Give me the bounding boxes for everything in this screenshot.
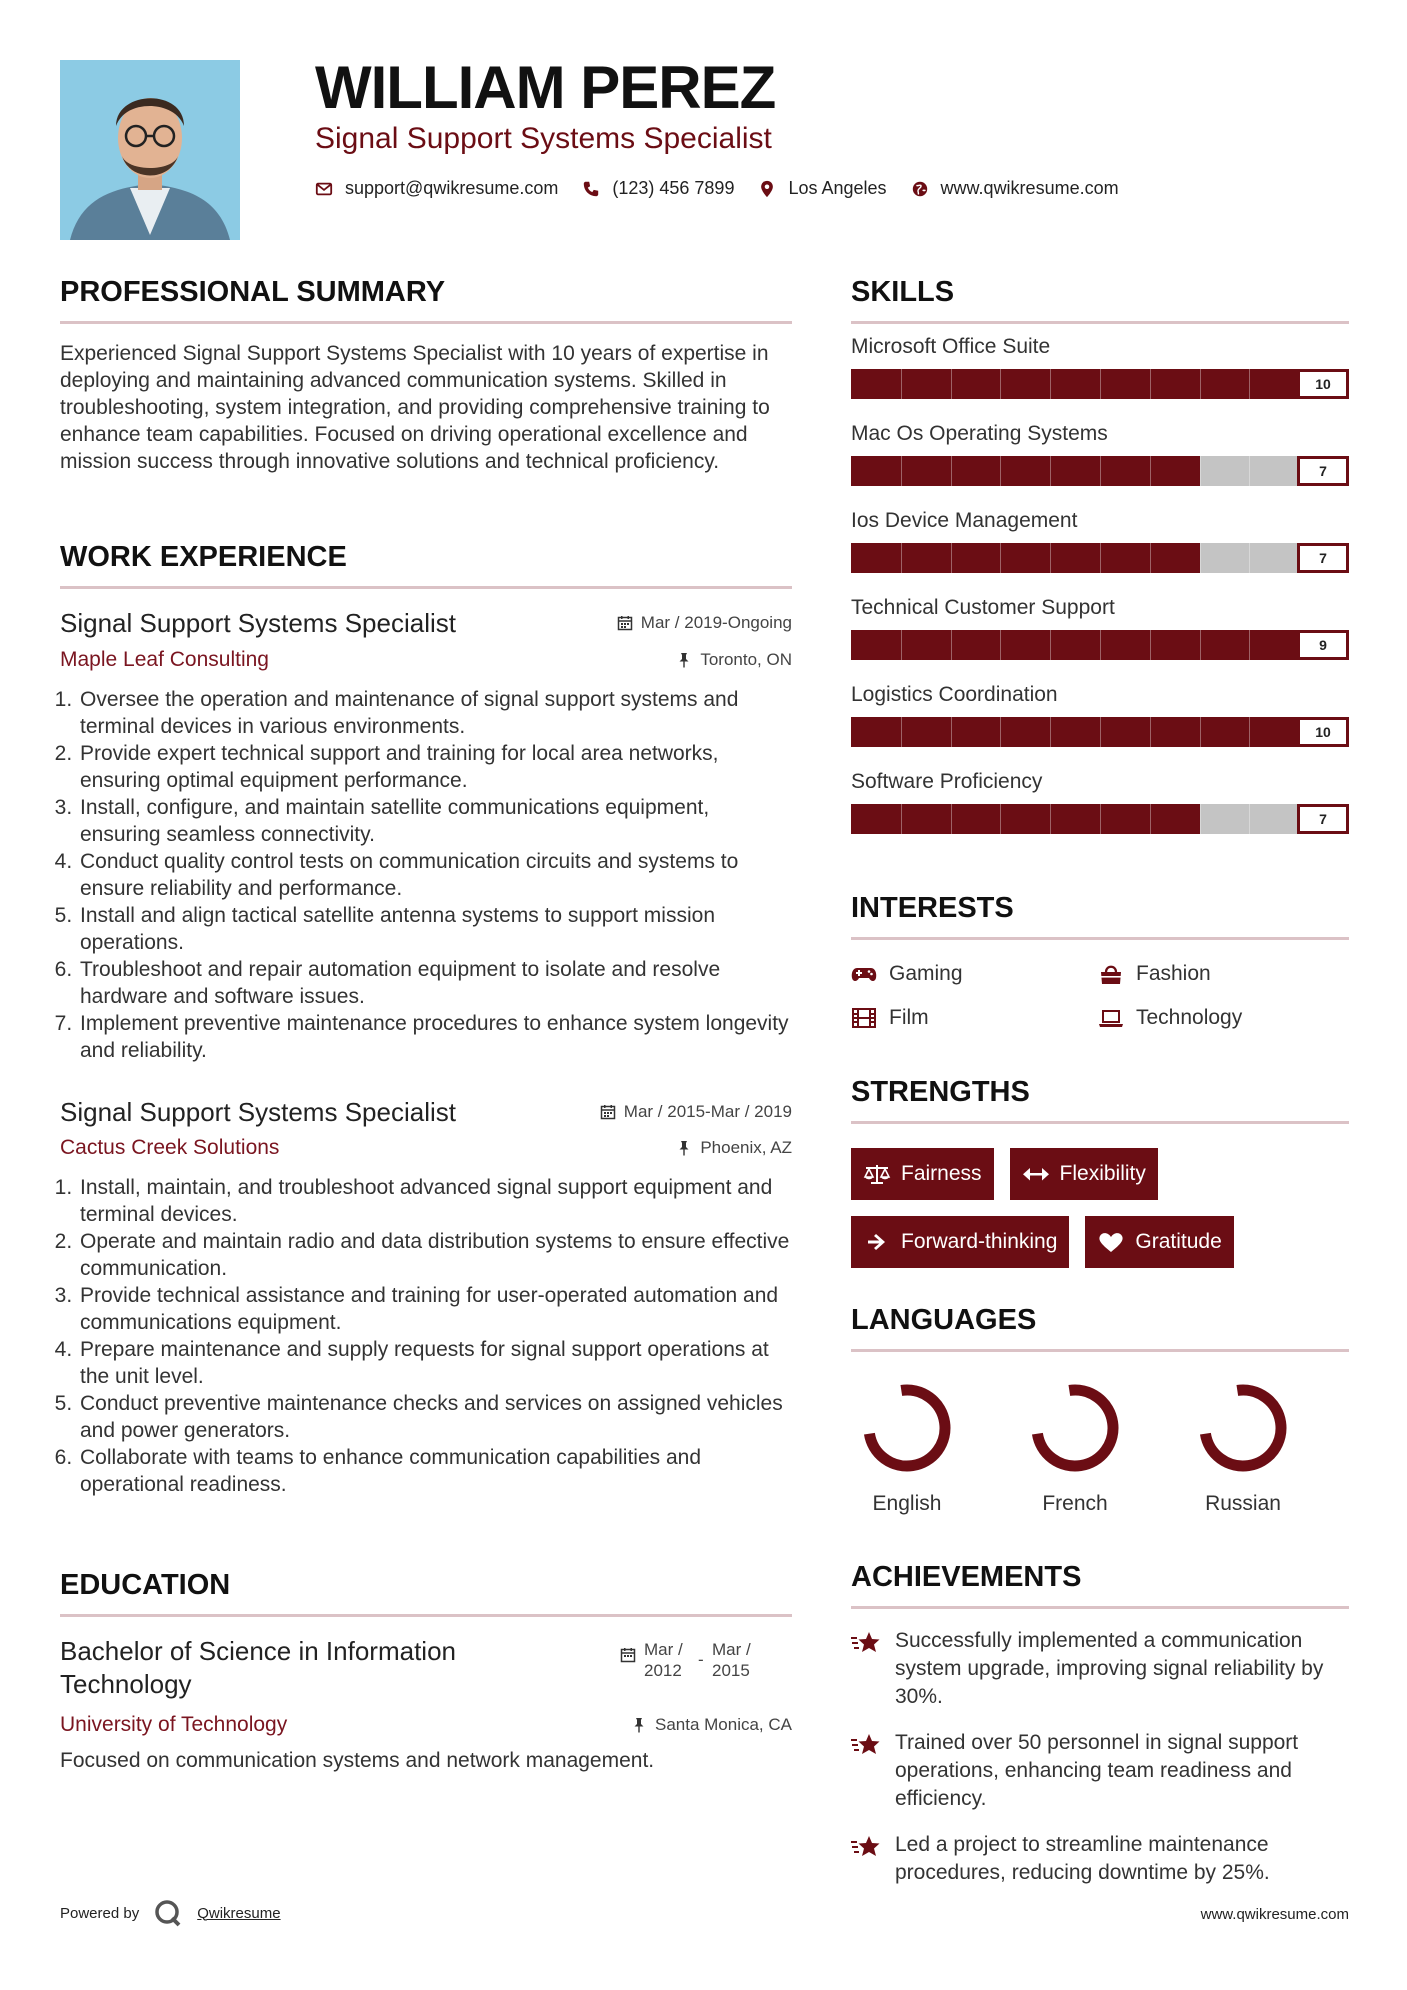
interest-label: Fashion <box>1136 962 1211 985</box>
job-entry <box>60 609 792 1064</box>
interest-label: Gaming <box>889 962 963 985</box>
skill-name: Mac Os Operating Systems <box>851 422 1108 445</box>
skill-item <box>851 597 1349 660</box>
skill-bar-tick <box>1249 456 1250 486</box>
phone-icon <box>582 180 600 198</box>
skill-bar-tick <box>1050 456 1051 486</box>
job-company: Maple Leaf Consulting <box>60 647 269 671</box>
job-location-text: Toronto, ON <box>700 649 792 669</box>
section-divider <box>60 321 792 324</box>
section-divider <box>60 586 792 589</box>
interests-heading: INTERESTS <box>851 892 1014 924</box>
contact-phone-text: (123) 456 7899 <box>612 178 735 198</box>
interest-item <box>851 1006 1098 1030</box>
contact-location-text: Los Angeles <box>788 178 887 198</box>
job-dates-text: Mar / 2019-Ongoing <box>640 613 792 633</box>
interests-grid <box>851 962 1349 1030</box>
education-description: Focused on communication systems and network management. <box>60 1749 655 1772</box>
skill-bar-tick <box>1100 804 1101 834</box>
section-divider <box>851 937 1349 940</box>
skills-section <box>851 278 1349 834</box>
skill-level-badge: 10 <box>1297 717 1349 747</box>
skill-bar <box>851 804 1349 834</box>
section-divider <box>60 1614 792 1617</box>
language-ring <box>857 1378 957 1478</box>
section-divider <box>851 1606 1349 1609</box>
scale-icon <box>863 1162 891 1186</box>
skill-bar-tick <box>1249 369 1250 399</box>
language-name: English <box>872 1492 942 1515</box>
skill-bar-tick <box>1050 804 1051 834</box>
powered-by-text: Powered by <box>60 1904 140 1922</box>
language-name: French <box>1042 1492 1108 1515</box>
section-divider <box>851 321 1349 324</box>
footer-powered-by <box>60 1898 281 1928</box>
education-dates <box>620 1639 758 1681</box>
summary-text: Experienced Signal Support Systems Specialist with 10 years of expertise in deploying and maintaining advanced communication systems. Skilled in troubleshooting, system integration, and providing comprehensive training to enhance team capabilities. Focused on driving operational excellence and mission success through innovative solutions and technical proficiency. <box>60 342 770 473</box>
degree-title: Bachelor of Science in Information Technology <box>60 1636 456 1699</box>
skill-bar-tick <box>1100 369 1101 399</box>
job-bullet: 5. Install and align tactical satellite antenna systems to support mission operations. <box>78 902 792 956</box>
strength-chip <box>1010 1148 1158 1200</box>
skill-level-badge: 7 <box>1297 804 1349 834</box>
strength-chip <box>851 1148 994 1200</box>
contact-website[interactable] <box>911 178 1119 199</box>
skill-name: Technical Customer Support <box>851 596 1115 619</box>
language-item <box>1025 1378 1125 1516</box>
job-bullet: 2. Provide expert technical support and training for local area networks, ensuring optimal equipment performance. <box>78 740 792 794</box>
experience-section <box>60 543 792 1498</box>
summary-section <box>60 278 792 475</box>
gamepad-icon <box>851 963 877 985</box>
skill-bar-tick <box>1200 717 1201 747</box>
skill-bar-tick <box>1100 630 1101 660</box>
skill-bar-tick <box>951 717 952 747</box>
skill-bar-fill <box>851 543 1200 573</box>
job-title: Signal Support Systems Specialist <box>60 608 456 638</box>
skill-level-badge: 7 <box>1297 543 1349 573</box>
language-item <box>1193 1378 1293 1516</box>
skills-list <box>851 336 1349 834</box>
skill-name: Logistics Coordination <box>851 683 1058 706</box>
achievement-text: Successfully implemented a communication system upgrade, improving signal reliability by 30%. <box>895 1629 1324 1708</box>
skill-bar-tick <box>1200 804 1201 834</box>
skill-bar-tick <box>1000 369 1001 399</box>
job-bullet: 1. Oversee the operation and maintenance of signal support systems and terminal devices in various environments. <box>78 686 792 740</box>
pin-icon <box>676 1140 692 1156</box>
job-company: Cactus Creek Solutions <box>60 1136 280 1160</box>
skills-heading: SKILLS <box>851 276 955 308</box>
contact-email[interactable] <box>315 178 558 199</box>
skill-bar <box>851 456 1349 486</box>
achievements-heading: ACHIEVEMENTS <box>851 1561 1082 1593</box>
shopping-bag-icon <box>1098 963 1124 985</box>
calendar-icon <box>617 615 633 631</box>
skill-bar-tick <box>1150 369 1151 399</box>
pin-icon <box>676 652 692 668</box>
skill-bar-tick <box>1050 717 1051 747</box>
skill-item <box>851 510 1349 573</box>
skill-bar-tick <box>1200 456 1201 486</box>
skill-bar-tick <box>1249 717 1250 747</box>
summary-heading: PROFESSIONAL SUMMARY <box>60 276 446 308</box>
skill-bar-tick <box>1100 717 1101 747</box>
interest-label: Technology <box>1136 1006 1243 1029</box>
job-location-text: Phoenix, AZ <box>700 1138 792 1158</box>
achievement-text: Led a project to streamline maintenance procedures, reducing downtime by 25%. <box>895 1833 1270 1884</box>
skill-level-badge: 10 <box>1297 369 1349 399</box>
job-bullet: 1. Install, maintain, and troubleshoot advanced signal support equipment and terminal devices. <box>78 1174 792 1228</box>
skill-bar <box>851 630 1349 660</box>
school-name: University of Technology <box>60 1713 288 1736</box>
pin-icon <box>631 1717 647 1733</box>
star-icon <box>851 1629 881 1657</box>
job-bullets <box>60 1174 792 1498</box>
contact-website-text: www.qwikresume.com <box>940 178 1119 198</box>
skill-bar-tick <box>1200 543 1201 573</box>
interests-section <box>851 894 1349 1030</box>
job-location <box>676 650 792 670</box>
skill-bar-tick <box>1249 543 1250 573</box>
achievement-item <box>851 1729 1349 1813</box>
interest-item <box>851 962 1098 986</box>
job-bullet: 4. Conduct quality control tests on communication circuits and systems to ensure reliability and performance. <box>78 848 792 902</box>
skill-name: Microsoft Office Suite <box>851 335 1051 358</box>
skill-bar-tick <box>1100 456 1101 486</box>
job-bullets <box>60 686 792 1064</box>
languages-heading: LANGUAGES <box>851 1304 1037 1336</box>
education-location-text: Santa Monica, CA <box>654 1715 792 1734</box>
strength-label: Gratitude <box>1135 1230 1222 1253</box>
qwikresume-link[interactable]: Qwikresume <box>197 1904 281 1922</box>
contact-location <box>758 178 886 199</box>
skill-bar-tick <box>951 456 952 486</box>
skill-bar <box>851 543 1349 573</box>
job-bullet: 5. Conduct preventive maintenance checks and services on assigned vehicles and power generators. <box>78 1390 792 1444</box>
language-ring <box>1025 1378 1125 1478</box>
achievement-item <box>851 1627 1349 1711</box>
star-icon <box>851 1731 881 1759</box>
job-title: Signal Support Systems Specialist <box>60 1096 456 1127</box>
contact-email-text: support@qwikresume.com <box>345 178 559 198</box>
skill-bar-tick <box>1000 804 1001 834</box>
education-start: Mar / 2012 <box>644 1640 683 1680</box>
skill-bar-tick <box>1249 630 1250 660</box>
contact-bar <box>315 178 1133 199</box>
language-ring <box>1193 1378 1293 1478</box>
skill-bar <box>851 717 1349 747</box>
job-bullet: 7. Implement preventive maintenance procedures to enhance system longevity and reliability. <box>78 1010 792 1064</box>
languages-list <box>851 1378 1349 1516</box>
skill-item <box>851 423 1349 486</box>
envelope-icon <box>315 180 333 198</box>
education-end: Mar / 2015 <box>712 1640 751 1680</box>
section-divider <box>851 1121 1349 1124</box>
job-bullet: 6. Troubleshoot and repair automation equipment to isolate and resolve hardware and software issues. <box>78 956 792 1010</box>
job-bullet: 6. Collaborate with teams to enhance communication capabilities and operational readiness. <box>78 1444 792 1498</box>
skill-bar-tick <box>901 543 902 573</box>
skill-bar-tick <box>1000 543 1001 573</box>
profile-photo <box>60 60 240 240</box>
strengths-heading: STRENGTHS <box>851 1076 1030 1108</box>
skill-bar-tick <box>901 717 902 747</box>
contact-phone[interactable] <box>582 178 734 199</box>
education-heading: EDUCATION <box>60 1569 231 1601</box>
candidate-title: Signal Support Systems Specialist <box>315 122 772 155</box>
achievement-text: Trained over 50 personnel in signal support operations, enhancing team readiness and efficiency. <box>895 1731 1299 1810</box>
arrows-horizontal-icon <box>1022 1162 1050 1186</box>
languages-section <box>851 1306 1349 1516</box>
globe-icon <box>911 180 929 198</box>
language-name: Russian <box>1205 1492 1281 1515</box>
strength-chip <box>851 1216 1069 1268</box>
skill-bar-tick <box>1150 543 1151 573</box>
strengths-list <box>851 1148 1349 1268</box>
film-icon <box>851 1007 877 1029</box>
job-location <box>676 1138 792 1158</box>
skill-item <box>851 336 1349 399</box>
job-bullet: 2. Operate and maintain radio and data distribution systems to ensure effective communication. <box>78 1228 792 1282</box>
skill-bar-tick <box>1050 630 1051 660</box>
skill-bar-tick <box>1000 717 1001 747</box>
experience-heading: WORK EXPERIENCE <box>60 541 347 573</box>
laptop-icon <box>1098 1007 1124 1029</box>
skill-bar <box>851 369 1349 399</box>
skill-bar-tick <box>1249 804 1250 834</box>
footer-website[interactable]: www.qwikresume.com <box>1200 1906 1349 1923</box>
strength-chip <box>1085 1216 1233 1268</box>
skill-item <box>851 771 1349 834</box>
skill-bar-tick <box>1000 456 1001 486</box>
skill-item <box>851 684 1349 747</box>
job-dates-text: Mar / 2015-Mar / 2019 <box>623 1101 792 1121</box>
skill-bar-tick <box>951 369 952 399</box>
qwikresume-logo-icon <box>153 1898 183 1928</box>
skill-bar-tick <box>1000 630 1001 660</box>
skill-bar-fill <box>851 804 1200 834</box>
skill-bar-tick <box>1100 543 1101 573</box>
arrow-right-icon <box>863 1230 891 1254</box>
skill-bar-tick <box>901 804 902 834</box>
job-dates <box>617 613 792 633</box>
education-location <box>631 1715 792 1735</box>
strength-label: Flexibility <box>1059 1162 1146 1185</box>
skill-bar-tick <box>1050 543 1051 573</box>
star-icon <box>851 1833 881 1861</box>
skill-bar-fill <box>851 630 1299 660</box>
strengths-section <box>851 1078 1349 1268</box>
skill-bar-tick <box>1150 456 1151 486</box>
calendar-icon <box>600 1104 616 1120</box>
job-bullet: 3. Provide technical assistance and training for user-operated automation and communications equipment. <box>78 1282 792 1336</box>
skill-bar-tick <box>951 543 952 573</box>
heart-icon <box>1097 1230 1125 1254</box>
interest-label: Film <box>889 1006 929 1029</box>
date-separator: - <box>698 1650 704 1669</box>
candidate-name: WILLIAM PEREZ <box>315 54 776 121</box>
skill-bar-tick <box>951 630 952 660</box>
job-entry <box>60 1098 792 1499</box>
skill-bar-fill <box>851 456 1200 486</box>
job-bullet: 3. Install, configure, and maintain satellite communications equipment, ensuring seamless connectivity. <box>78 794 792 848</box>
skill-name: Ios Device Management <box>851 509 1078 532</box>
interest-item <box>1098 1006 1345 1030</box>
language-item <box>857 1378 957 1516</box>
skill-bar-tick <box>1150 630 1151 660</box>
skill-level-badge: 7 <box>1297 456 1349 486</box>
strength-label: Forward-thinking <box>901 1230 1058 1253</box>
achievement-item <box>851 1831 1349 1887</box>
job-dates <box>600 1102 792 1122</box>
skill-level-badge: 9 <box>1297 630 1349 660</box>
skill-bar-tick <box>1200 369 1201 399</box>
skill-bar-tick <box>951 804 952 834</box>
skill-bar-tick <box>1150 804 1151 834</box>
section-divider <box>851 1349 1349 1352</box>
skill-name: Software Proficiency <box>851 770 1043 793</box>
skill-bar-tick <box>1200 630 1201 660</box>
education-section <box>60 1571 792 1774</box>
achievements-section <box>851 1563 1349 1887</box>
skill-bar-tick <box>901 630 902 660</box>
skill-bar-tick <box>901 456 902 486</box>
interest-item <box>1098 962 1345 986</box>
skill-bar-tick <box>1050 369 1051 399</box>
strength-label: Fairness <box>901 1162 982 1185</box>
skill-bar-tick <box>1150 717 1151 747</box>
calendar-icon <box>620 1647 636 1663</box>
skill-bar-tick <box>901 369 902 399</box>
job-bullet: 4. Prepare maintenance and supply requests for signal support operations at the unit level. <box>78 1336 792 1390</box>
map-pin-icon <box>758 180 776 198</box>
